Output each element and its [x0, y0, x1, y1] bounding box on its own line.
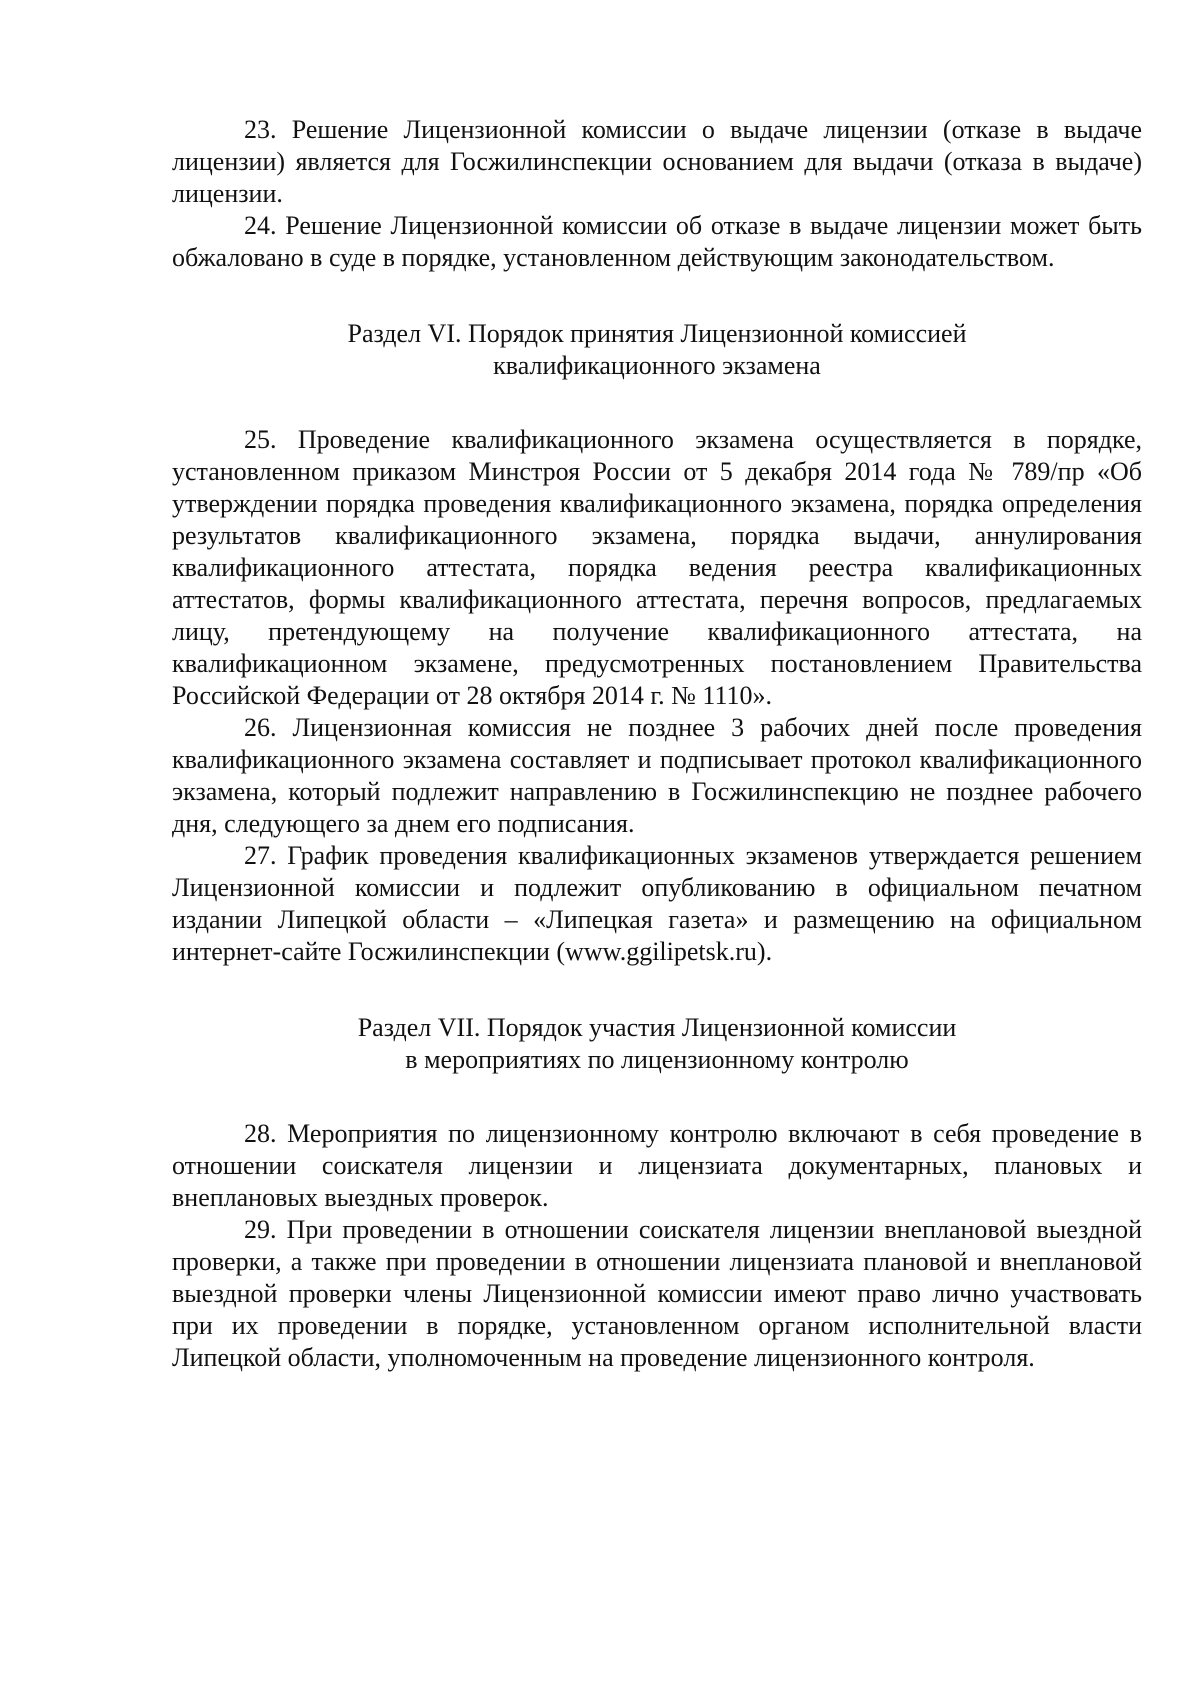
section-vii-heading-line1: Раздел VII. Порядок участия Лицензионной комиссии [357, 1013, 957, 1042]
section-vii-heading [172, 1012, 1142, 1076]
paragraph-28: 28. Мероприятия по лицензионному контролю включают в себя проведение в отношении соискателя лицензии и лицензиата документарных, плановых и внеплановых выездных проверок. [172, 1119, 1142, 1212]
paragraph-25: 25. Проведение квалификационного экзамена осуществляется в порядке, установленном приказом Минстроя России от 5 декабря 2014 года № 789/пр «Об утверждении порядка проведения квалификационного экзамена, порядка определения результатов квалификационного экзамена, порядка выдачи, аннулирования квалификационного аттестата, порядка ведения реестра квалификационных аттестатов, формы квалификационного аттестата, перечня вопросов, предлагаемых лицу, претендующему на получение квалификационного аттестата, на квалификационном экзамене, предусмотренных постановлением Правительства Российской Федерации от 28 октября 2014 г. № 1110». [172, 425, 1142, 710]
section-vi-heading-line2: квалификационного экзамена [493, 351, 821, 380]
document-page [172, 114, 1142, 1374]
paragraph-29: 29. При проведении в отношении соискателя лицензии внеплановой выездной проверки, а также при проведении в отношении лицензиата плановой и внеплановой выездной проверки члены Лицензионной комиссии имеют право лично участвовать при их проведении в порядке, установленном органом исполнительной власти Липецкой области, уполномоченным на проведение лицензионного контроля. [172, 1215, 1142, 1372]
section-vi-heading [172, 318, 1142, 382]
section-vi-heading-line1: Раздел VI. Порядок принятия Лицензионной комиссией [347, 319, 967, 348]
paragraph-23: 23. Решение Лицензионной комиссии о выдаче лицензии (отказе в выдаче лицензии) является для Госжилинспекции основанием для выдачи (отказа в выдаче) лицензии. [172, 115, 1142, 208]
paragraph-27: 27. График проведения квалификационных экзаменов утверждается решением Лицензионной комиссии и подлежит опубликованию в официальном печатном издании Липецкой области – «Липецкая газета» и размещению на официальном интернет-сайте Госжилинспекции (www.ggilipetsk.ru). [172, 841, 1142, 966]
paragraph-24: 24. Решение Лицензионной комиссии об отказе в выдаче лицензии может быть обжаловано в суде в порядке, установленном действующим законодательством. [172, 211, 1142, 272]
section-vii-heading-line2: в мероприятиях по лицензионному контролю [405, 1045, 909, 1074]
paragraph-26: 26. Лицензионная комиссия не позднее 3 рабочих дней после проведения квалификационного экзамена составляет и подписывает протокол квалификационного экзамена, который подлежит направлению в Госжилинспекцию не позднее рабочего дня, следующего за днем его подписания. [172, 713, 1142, 838]
